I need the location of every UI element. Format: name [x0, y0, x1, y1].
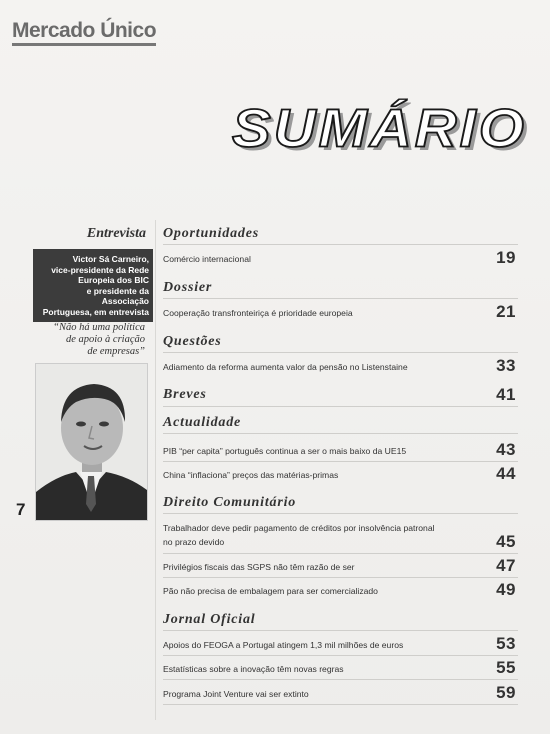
lead-line: Portuguesa, em entrevista: [42, 306, 149, 317]
item-line: Trabalhador deve pedir pagamento de créditos por insolvência patronal: [163, 523, 435, 533]
quote-line: de empresas”: [87, 346, 145, 357]
portrait-photo: [35, 363, 148, 521]
lead-line: Europeia dos BIC: [78, 275, 149, 285]
page-number: 49: [496, 580, 516, 599]
item-trabalhador-creditos: [163, 521, 483, 549]
section-heading-oportunidades: Oportunidades: [163, 226, 259, 241]
section-rule: [163, 352, 518, 353]
section-rule: [163, 244, 518, 245]
page-number: 33: [496, 356, 516, 375]
page-number: 47: [496, 556, 516, 575]
lead-line: Victor Sá Carneiro,: [72, 254, 149, 264]
section-heading-direito-comunitario: Direito Comunitário: [163, 495, 297, 510]
page-number: 59: [496, 683, 516, 702]
section-heading-entrevista: Entrevista: [86, 226, 146, 241]
page-number: 19: [496, 248, 516, 267]
quote-line: “Não há uma política: [53, 322, 145, 333]
item-rule: [163, 577, 518, 578]
lead-line: vice-presidente da Rede: [51, 264, 149, 275]
item-rule: [163, 679, 518, 680]
item-estatisticas-inovacao: Estatísticas sobre a inovação têm novas regras: [163, 664, 344, 674]
quote-line: de apoio à criação: [65, 334, 145, 345]
page-number: 53: [496, 634, 516, 653]
brand-logo: Mercado Único: [12, 20, 156, 46]
page-number: 55: [496, 658, 516, 677]
page-number: 45: [496, 532, 516, 551]
page-number: 43: [496, 440, 516, 459]
item-rule: [163, 655, 518, 656]
item-pib-per-capita: PIB “per capita” português continua a ser o mais baixo da UE15: [163, 446, 407, 456]
interview-page-number: 7: [16, 500, 26, 519]
item-china-materias-primas: China “inflaciona” preços das matérias-primas: [163, 470, 339, 480]
section-rule: [163, 406, 518, 407]
section-rule: [163, 513, 518, 514]
page-number: 44: [496, 464, 516, 483]
item-apoios-feoga: Apoios do FEOGA a Portugal atingem 1,3 mil milhões de euros: [163, 640, 404, 650]
section-heading-actualidade: Actualidade: [163, 415, 242, 430]
section-rule: [163, 433, 518, 434]
item-rule: [163, 553, 518, 554]
item-pao-embalagem: Pão não precisa de embalagem para ser comercializado: [163, 586, 378, 596]
item-rule: [163, 461, 518, 462]
section-rule: [163, 630, 518, 631]
section-heading-jornal-oficial: Jornal Oficial: [163, 612, 256, 627]
item-comercio-internacional: Comércio internacional: [163, 254, 251, 264]
item-adiamento-reforma: Adiamento da reforma aumenta valor da pensão no Listenstaine: [163, 362, 408, 372]
item-rule: [163, 704, 518, 705]
page-number: 41: [496, 385, 516, 404]
page-title: SUMÁRIO: [232, 98, 527, 159]
item-cooperacao: Cooperação transfronteiriça é prioridade europeia: [163, 308, 353, 318]
page-number: 21: [496, 302, 516, 321]
item-privilegios-sgps: Privilégios fiscais das SGPS não têm razão de ser: [163, 562, 355, 572]
interview-quote: [30, 322, 145, 358]
section-rule: [163, 298, 518, 299]
section-heading-dossier: Dossier: [163, 280, 213, 295]
lead-line: e presidente da Associação: [86, 285, 149, 306]
column-divider: [155, 220, 156, 720]
item-line: no prazo devido: [163, 537, 225, 547]
item-joint-venture: Programa Joint Venture vai ser extinto: [163, 689, 309, 699]
interview-lead: [33, 249, 153, 322]
section-heading-questoes: Questões: [163, 334, 222, 349]
section-heading-breves: Breves: [163, 387, 207, 402]
